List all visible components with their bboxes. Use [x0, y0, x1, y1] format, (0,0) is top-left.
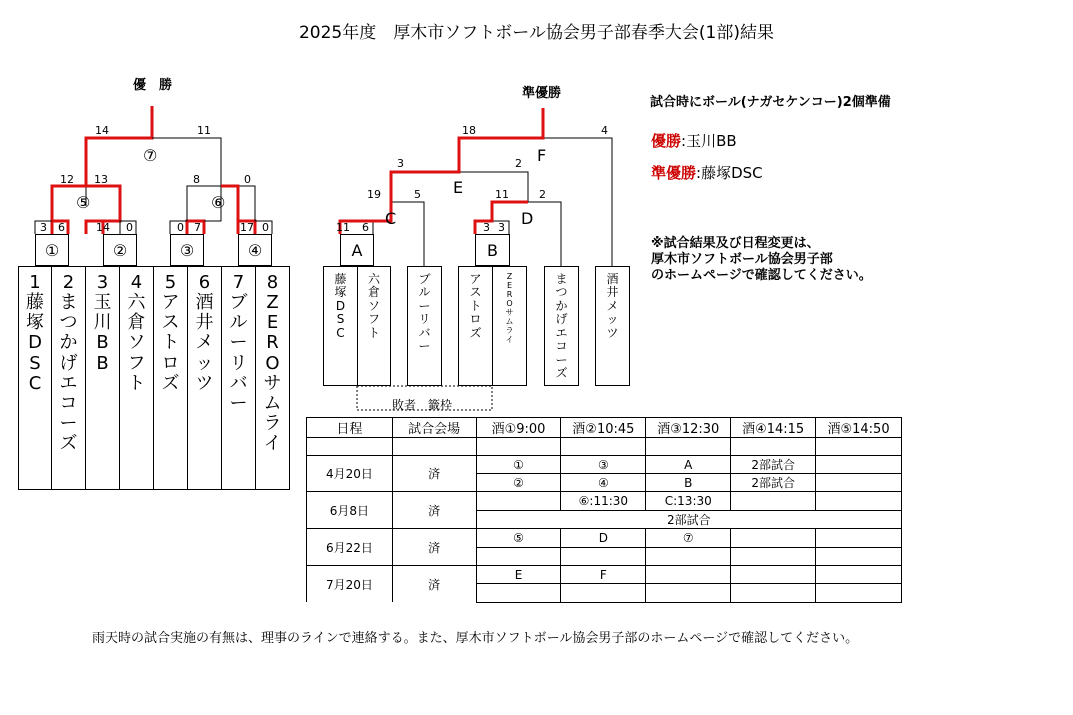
team-name-char: イ	[263, 433, 282, 455]
cell: E	[476, 566, 561, 584]
header-venue: 試合会場	[392, 418, 476, 438]
row-status: 済	[392, 492, 476, 529]
team-name-char: か	[59, 332, 78, 354]
notice-box	[651, 236, 872, 284]
score-C-right: 5	[414, 188, 421, 201]
score-E-right: 2	[515, 157, 522, 170]
score-g4-left: 17	[240, 221, 254, 234]
score-D-left: 11	[495, 188, 509, 201]
team-name-char: B	[96, 332, 109, 354]
game-4-box: ④	[238, 234, 272, 266]
team-name-char: げ	[59, 352, 78, 374]
game-B-box: B	[475, 234, 510, 266]
table-row	[307, 456, 902, 474]
cell	[816, 456, 902, 474]
team-name-char: R	[506, 289, 513, 299]
team-name-char: げ	[555, 312, 568, 327]
row-status: 済	[392, 529, 476, 566]
team-box-r2	[357, 266, 391, 386]
team-name-char: E	[266, 312, 279, 334]
cell: ⑦	[646, 529, 731, 548]
row-date: 4月20日	[307, 456, 393, 492]
team-name-char: ソ	[367, 298, 380, 313]
team-name-char: ラ	[263, 413, 282, 435]
score-g5-left: 12	[60, 173, 74, 186]
cell: D	[561, 529, 646, 548]
cell	[816, 566, 902, 584]
team-name-char: ー	[418, 339, 431, 354]
team-name-char: 塚	[334, 285, 347, 300]
team-name-char: メ	[195, 332, 214, 354]
runner-label: 準優勝	[651, 164, 697, 182]
game-E-marker: E	[453, 178, 464, 197]
cell	[476, 492, 561, 511]
cell: ⑤	[476, 529, 561, 548]
score-g4-right: 0	[262, 221, 269, 234]
cell: C:13:30	[646, 492, 731, 511]
header-slot-3: 酒③12:30	[646, 418, 731, 438]
score-g2-left: 14	[96, 221, 110, 234]
team-name-char: ズ	[161, 372, 180, 394]
team-name-char: Z	[266, 292, 279, 314]
team-name-char: ム	[263, 392, 282, 414]
team-name-char: バ	[229, 372, 248, 394]
team-name-char: ま	[59, 292, 78, 314]
team-name-char: 塚	[26, 312, 44, 334]
score-E-left: 3	[397, 157, 404, 170]
team-box-4	[119, 266, 154, 490]
score-g1-left: 3	[40, 221, 47, 234]
team-name-char: コ	[59, 392, 78, 414]
score-D-right: 2	[539, 188, 546, 201]
team-name-char: ー	[418, 298, 431, 313]
cell: ②	[476, 474, 561, 492]
score-g6-right: 0	[244, 173, 251, 186]
team-number: 2	[62, 272, 75, 293]
score-g7-right: 11	[197, 124, 211, 137]
cell	[646, 566, 731, 584]
team-box-r1	[323, 266, 358, 386]
team-name-char: 井	[195, 312, 214, 334]
table-row	[307, 566, 902, 584]
score-g1-right: 6	[58, 221, 65, 234]
champion-label: 優 勝	[133, 78, 173, 93]
cell	[561, 584, 646, 602]
header-date: 日程	[307, 418, 393, 438]
team-name-char: メ	[606, 298, 619, 313]
schedule-header-row	[307, 418, 902, 438]
score-g5-right: 13	[94, 173, 108, 186]
cell: ⑥:11:30	[561, 492, 646, 511]
team-name-char: つ	[59, 312, 78, 334]
team-name-char: ソ	[127, 332, 146, 354]
game-F-marker: F	[537, 146, 547, 165]
score-g7-left: 14	[95, 124, 109, 137]
team-name-char: ズ	[555, 366, 568, 381]
cell: A	[646, 456, 731, 474]
team-name-char: ア	[161, 292, 180, 314]
header-slot-5: 酒⑤14:50	[816, 418, 902, 438]
cell	[646, 547, 731, 566]
score-g6-left: 8	[193, 173, 200, 186]
team-name-char: ズ	[469, 325, 482, 340]
team-box-r5	[492, 266, 527, 386]
team-name-char: C	[28, 372, 42, 394]
team-name-char: ス	[161, 312, 180, 334]
cell	[646, 584, 731, 602]
team-name-char: ト	[367, 325, 380, 340]
cell	[561, 547, 646, 566]
lottery-label: 敗者 籤枠	[392, 398, 453, 412]
cell	[816, 547, 902, 566]
team-box-r3	[407, 266, 442, 386]
table-row	[307, 492, 902, 511]
team-name-char: サ	[263, 372, 282, 394]
team-name-char: つ	[555, 285, 568, 300]
cell	[731, 584, 816, 602]
team-name-char: ま	[555, 272, 568, 286]
team-name-char: 井	[606, 285, 619, 300]
game-1-box: ①	[35, 234, 69, 266]
team-name-char: サ	[505, 307, 514, 317]
cell: B	[646, 474, 731, 492]
cell: ①	[476, 456, 561, 474]
team-name-char: ロ	[469, 312, 482, 327]
header-slot-2: 酒②10:45	[561, 418, 646, 438]
game-A-box: A	[340, 234, 374, 266]
runner-value: :藤塚DSC	[696, 164, 763, 182]
team-name-char: ー	[229, 392, 248, 414]
team-name-char: ー	[555, 352, 568, 367]
game-6-marker: ⑥	[211, 193, 226, 212]
ball-note: 試合時にボール(ナガセケンコー)2個準備	[650, 95, 891, 110]
team-number: 7	[232, 272, 245, 293]
cell	[731, 547, 816, 566]
team-name-char: 倉	[367, 285, 380, 300]
team-name-char: O	[265, 352, 280, 374]
team-box-5	[153, 266, 188, 490]
winner-label: 優勝	[651, 132, 682, 150]
game-D-marker: D	[521, 209, 534, 228]
team-box-r4	[458, 266, 493, 386]
team-number: 5	[164, 272, 177, 293]
team-number: 8	[266, 272, 279, 293]
team-box-r7	[595, 266, 630, 386]
team-name-char: ス	[469, 285, 482, 300]
team-name-char: S	[29, 352, 41, 374]
team-box-r6	[544, 266, 579, 386]
team-name-char: コ	[555, 339, 568, 354]
team-name-char: ト	[469, 298, 482, 313]
score-A-left: 11	[336, 221, 350, 234]
team-name-char: ッ	[195, 352, 214, 374]
cell: ③	[561, 456, 646, 474]
team-name-char: ツ	[606, 325, 619, 340]
cell: 2部試合	[731, 456, 816, 474]
team-name-char: ト	[161, 332, 180, 354]
game-2-box: ②	[103, 234, 137, 266]
team-name-char: ブ	[229, 292, 248, 314]
cell: F	[561, 566, 646, 584]
team-name-char: ッ	[606, 312, 619, 327]
team-name-char: ル	[229, 312, 248, 334]
winner-value: :玉川BB	[681, 132, 737, 150]
team-name-char: 藤	[334, 272, 347, 286]
game-7-marker: ⑦	[143, 146, 158, 165]
notice-line-1: ※試合結果及び日程変更は、	[651, 236, 820, 251]
winner-line	[651, 130, 737, 151]
team-name-char: C	[336, 325, 345, 340]
team-name-char: 玉	[93, 292, 112, 314]
schedule-table	[306, 417, 902, 603]
team-name-char: イ	[505, 334, 514, 344]
team-name-char: バ	[418, 325, 431, 340]
runner-line	[651, 162, 763, 183]
team-name-char: ツ	[195, 372, 214, 394]
team-name-char: ム	[505, 316, 514, 326]
row-date: 6月22日	[307, 529, 393, 566]
cell	[816, 492, 902, 511]
runner-up-label: 準優勝	[522, 86, 562, 101]
team-number: 6	[198, 272, 211, 293]
score-g3-left: 0	[177, 221, 184, 234]
team-name-char: B	[96, 352, 109, 374]
team-name-char: フ	[127, 352, 146, 374]
header-slot-4: 酒④14:15	[731, 418, 816, 438]
game-5-marker: ⑤	[76, 193, 91, 212]
score-g3-right: 7	[194, 221, 201, 234]
table-row	[307, 529, 902, 548]
team-box-1	[18, 266, 52, 490]
page-title: 2025年度 厚木市ソフトボール協会男子部春季大会(1部)結果	[298, 23, 774, 43]
cell: 2部試合	[731, 474, 816, 492]
score-g2-right: 0	[126, 221, 133, 234]
team-box-3	[85, 266, 120, 490]
cell	[816, 529, 902, 548]
team-box-6	[187, 266, 222, 490]
team-box-2	[51, 266, 86, 490]
game-C-marker: C	[385, 209, 397, 228]
team-name-char: Z	[506, 272, 513, 281]
team-name-char: ズ	[59, 433, 78, 455]
team-name-char: 藤	[26, 292, 44, 314]
footer-note: 雨天時の試合実施の有無は、理事のラインで連絡する。また、厚木市ソフトボール協会男子部のホームページで確認してください。	[92, 631, 859, 646]
score-A-right: 6	[362, 221, 369, 234]
notice-line-3: のホームページで確認してください。	[651, 268, 872, 283]
team-name-char: エ	[59, 372, 78, 394]
team-name-char: リ	[418, 312, 431, 327]
team-name-char: 倉	[127, 312, 146, 334]
team-name-char: ト	[127, 372, 146, 394]
row-status: 済	[392, 456, 476, 492]
span-cell: 2部試合	[476, 510, 901, 529]
team-name-char: 酒	[195, 292, 214, 314]
team-name-char: S	[336, 312, 345, 327]
spacer-row	[307, 438, 902, 456]
team-name-char: 酒	[606, 272, 619, 286]
team-name-char: ア	[469, 272, 482, 286]
team-number: 1	[29, 272, 41, 293]
cell	[816, 474, 902, 492]
cell	[476, 584, 561, 602]
team-name-char: ー	[229, 332, 248, 354]
team-name-char: か	[555, 298, 568, 313]
cell	[731, 529, 816, 548]
team-name-char: ブ	[418, 272, 431, 286]
team-number: 4	[130, 272, 143, 293]
team-name-char: E	[506, 280, 513, 290]
cell	[731, 566, 816, 584]
cell: ④	[561, 474, 646, 492]
score-C-left: 19	[367, 188, 381, 201]
team-box-7	[221, 266, 256, 490]
team-name-char: 川	[93, 312, 112, 334]
row-date: 6月8日	[307, 492, 393, 529]
cell	[731, 492, 816, 511]
team-name-char: D	[28, 332, 42, 354]
team-name-char: D	[335, 298, 346, 313]
score-B-left: 3	[483, 221, 490, 234]
notice-line-2: 厚木市ソフトボール協会男子部	[651, 252, 833, 267]
team-number: 3	[96, 272, 109, 293]
row-status: 済	[392, 566, 476, 603]
team-name-char: ー	[59, 413, 78, 435]
team-name-char: ル	[418, 285, 431, 300]
team-name-char: リ	[229, 352, 248, 374]
team-name-char: ロ	[161, 352, 180, 374]
team-name-char: ラ	[505, 325, 514, 335]
team-box-8	[255, 266, 290, 490]
team-name-char: 六	[127, 292, 146, 314]
team-name-char: 六	[367, 272, 380, 286]
cell	[476, 547, 561, 566]
team-name-char: O	[506, 298, 513, 308]
team-name-char: エ	[555, 325, 568, 340]
score-F-right: 4	[601, 124, 608, 137]
game-3-box: ③	[170, 234, 204, 266]
score-B-right: 3	[498, 221, 505, 234]
team-name-char: R	[266, 332, 279, 354]
cell	[816, 584, 902, 602]
row-date: 7月20日	[307, 566, 393, 603]
header-slot-1: 酒①9:00	[476, 418, 561, 438]
team-name-char: フ	[367, 312, 380, 327]
score-F-left: 18	[462, 124, 476, 137]
